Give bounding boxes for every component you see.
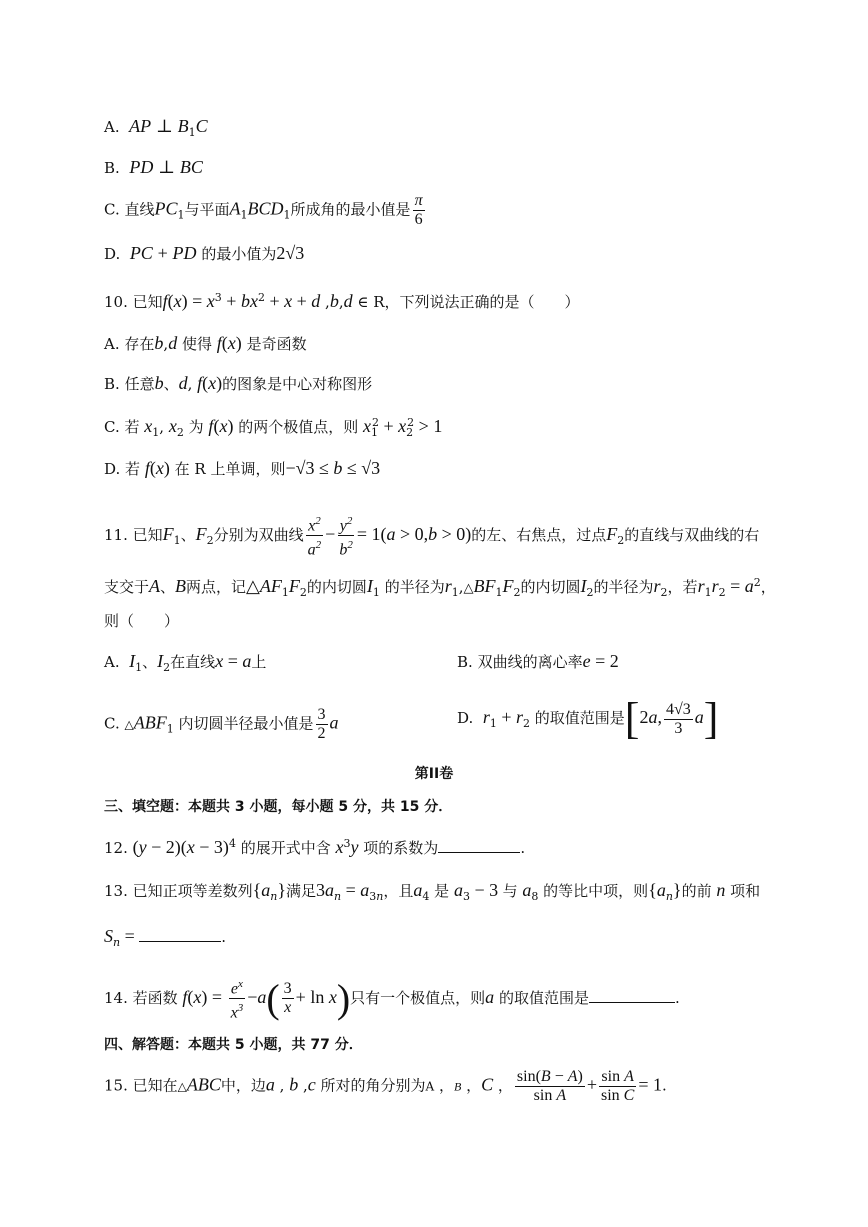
q13-stem-line1: 13. 已知正项等差数列$\{a_n\}$满足$3a_n = a_{3n}$，且$a_4$ 是 $a_3 - 3$ 与 $a_8$ 的等比中项，则$\{a_n\}$的前 n 项和 [104,880,761,903]
q11-stem-line1: 11. 已知$F_1$、$F_2$分别为双曲线 $\frac{x^2}{a^2}$ − $\frac{y^2}{b^2}$ = 1(a > 0,b > 0)的左、右焦点，过点$F_2$的直线与双曲线的右 [104,512,759,560]
q10-option-d: D. 若 f(x) 在 R 上单调，则−√3 ≤ b ≤ √3 [104,458,381,478]
q11-stem-line2: 支交于A、B两点，记$\triangle AF_1F_2$的内切圆$I_1$ 的半径为$r_1,\triangle BF_1F_2$的内切圆$I_2$的半径为$r_2$，若$r_1r_2 = a^2$， [104,576,776,599]
q10-option-a: A. 存在b,d 使得 f(x) 是奇函数 [104,333,307,353]
q9-option-b: B. PD ⊥ BC [104,157,203,177]
q14-answer-blank[interactable] [589,988,675,1003]
q9-option-c: C. 直线$PC_1$与平面$A_1BCD_1$所成角的最小值是 $\frac{\pi}{6}$ [104,192,423,228]
q9-option-d: D. PC + PD 的最小值为2√3 [104,243,305,263]
q11-option-b: B. 双曲线的离心率e = 2 [457,651,619,671]
q11-option-d: D. $r_1 + r_2$ 的取值范围是[2a, $\frac{4√3}{3}$ a] [457,694,719,743]
q10-stem: 10. 已知$f(x) = x^3 + bx^2 + x + d$ ,b,d ∈ R，下列说法正确的是（ ） [104,291,580,311]
part4-heading: 四、解答题：本题共 5 小题，共 77 分． [104,1037,363,1053]
q12-stem: 12. $(y - 2)(x - 3)^4$ 的展开式中含 $x^3y$ 项的系数为 . [104,837,526,857]
q11-option-a: A. $I_1$、$I_2$在直线x = a上 [104,651,267,674]
q14-stem: 14. 若函数 f(x) = $\frac{e^x}{x^3}$ −a( $\frac{3}{x}$ + ln x)只有一个极值点，则a 的取值范围是 . [104,975,680,1022]
q11-stem-line3: 则（ ） [104,612,180,630]
q13-stem-line2: $S_n$ = . [104,926,227,949]
q13-answer-blank[interactable] [139,927,221,942]
q15-stem: 15. 已知在△ABC中，边a , b ,c 所对的角分别为A ，B ，C ， $\frac{\sin(B - A)}{\text{sin A}}$ + $\frac{\text{sin A}}{\text{sin C}}$ = 1. [104,1068,667,1104]
q10-option-b: B. 任意b、d, f(x)的图象是中心对称图形 [104,373,373,393]
part3-heading: 三、填空题：本题共 3 小题，每小题 5 分，共 15 分． [104,799,453,815]
q11-option-c: C. $\triangle ABF_1$ 内切圆半径最小值是 $\frac{3}{2}$ a [104,706,339,742]
section-title: 第II卷 [414,766,454,782]
q9-option-a: A. AP ⊥ $B_1C$ [104,116,208,139]
q10-option-c: C. 若 $x_1$, $x_2$ 为 f(x) 的两个极值点，则 $x_1^2 + x_2^2 > 1$ [104,416,443,439]
q12-answer-blank[interactable] [438,838,520,853]
